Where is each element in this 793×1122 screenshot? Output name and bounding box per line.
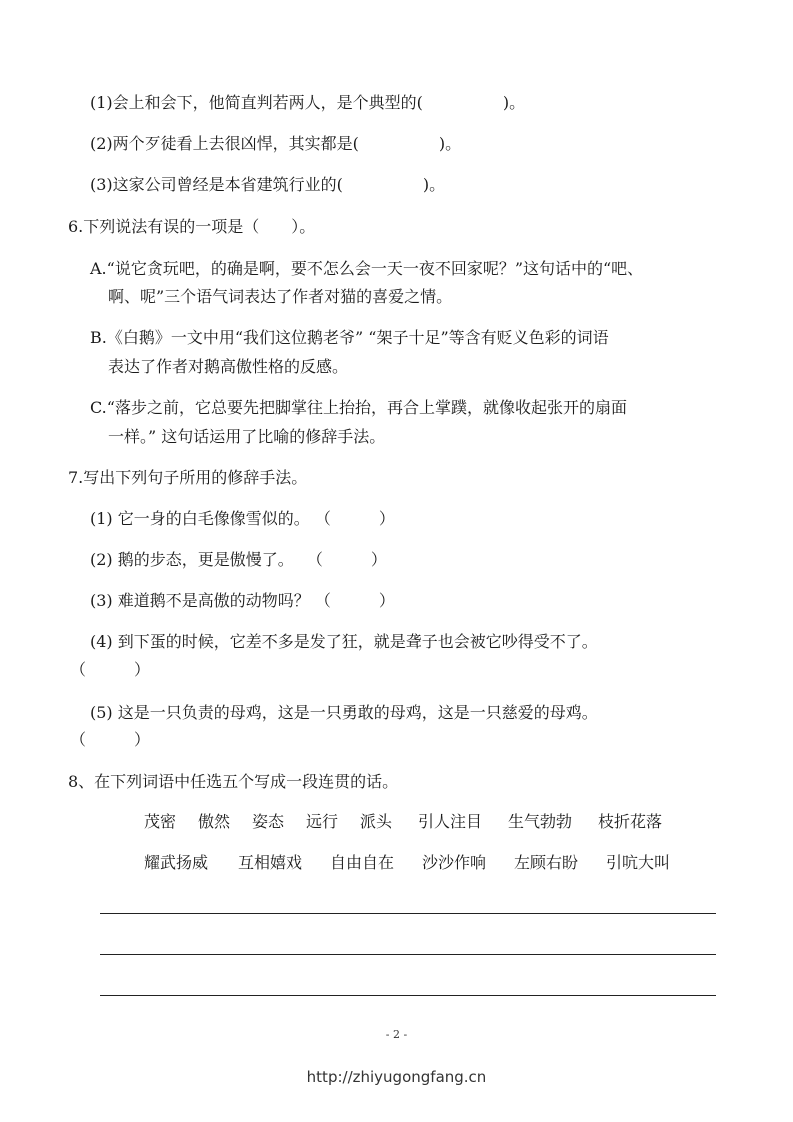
q8-word: 枝折花落	[598, 812, 663, 831]
q8-word: 自由自在	[330, 853, 395, 872]
q8-word: 姿态	[252, 812, 285, 831]
q6-option-c-line1: C.“落步之前，它总要先把脚掌往上抬抬，再合上掌蹼，就像收起张开的扇面	[90, 398, 627, 417]
q8-word: 茂密	[144, 812, 177, 831]
q7-item-4-blank: （ ）	[70, 660, 151, 679]
q8-word-row-2	[144, 853, 686, 873]
q8-stem: 8、在下列词语中任选五个写成一段连贯的话。	[68, 772, 399, 791]
q6-option-b-line1: B.《白鹅》一文中用“我们这位鹅老爷” “架子十足”等含有贬义色彩的词语	[90, 328, 609, 347]
q6-stem: 6.下列说法有误的一项是（ ）。	[68, 217, 316, 236]
q7-item-5: (5) 这是一只负责的母鸡，这是一只勇敢的母鸡，这是一只慈爱的母鸡。	[90, 703, 598, 722]
q8-word: 互相嬉戏	[238, 853, 303, 872]
answer-line[interactable]	[100, 995, 716, 996]
q7-item-2: (2) 鹅的步态，更是傲慢了。 （ ）	[90, 550, 387, 569]
q8-word: 左顾右盼	[514, 853, 579, 872]
q5-item-3: (3)这家公司曾经是本省建筑行业的( )。	[90, 175, 446, 194]
q6-option-c-line2: 一样。” 这句话运用了比喻的修辞手法。	[108, 427, 386, 446]
q5-item-1: (1)会上和会下，他简直判若两人，是个典型的( )。	[90, 93, 526, 112]
q7-item-3: (3) 难道鹅不是高傲的动物吗？ （ ）	[90, 591, 395, 610]
q8-word: 生气勃勃	[508, 812, 573, 831]
q6-option-b-line2: 表达了作者对鹅高傲性格的反感。	[108, 357, 349, 376]
q7-item-1: (1) 它一身的白毛像像雪似的。 （ ）	[90, 509, 395, 528]
answer-line[interactable]	[100, 913, 716, 914]
q8-word-row-1	[144, 812, 678, 832]
q7-stem: 7.写出下列句子所用的修辞手法。	[68, 468, 308, 487]
q8-word: 引人注目	[418, 812, 483, 831]
q5-item-2: (2)两个歹徒看上去很凶悍，其实都是( )。	[90, 134, 462, 153]
footer-url: http://zhiyugongfang.cn	[306, 1068, 487, 1086]
q7-item-5-blank: （ ）	[70, 730, 151, 749]
q8-word: 耀武扬威	[144, 853, 209, 872]
q8-word: 傲然	[198, 812, 231, 831]
q8-word: 远行	[306, 812, 339, 831]
q6-option-a-line1: A.“说它贪玩吧，的确是啊，要不怎么会一天一夜不回家呢？”这句话中的“吧、	[90, 259, 644, 278]
answer-line[interactable]	[100, 954, 716, 955]
q8-word: 派头	[360, 812, 393, 831]
q7-item-4: (4) 到下蛋的时候，它差不多是发了狂，就是聋子也会被它吵得受不了。	[90, 632, 598, 651]
page-number: - 2 -	[385, 1028, 408, 1041]
q8-word: 沙沙作响	[422, 853, 487, 872]
q8-word: 引吭大叫	[606, 853, 671, 872]
q6-option-a-line2: 啊、呢”三个语气词表达了作者对猫的喜爱之情。	[108, 287, 453, 306]
